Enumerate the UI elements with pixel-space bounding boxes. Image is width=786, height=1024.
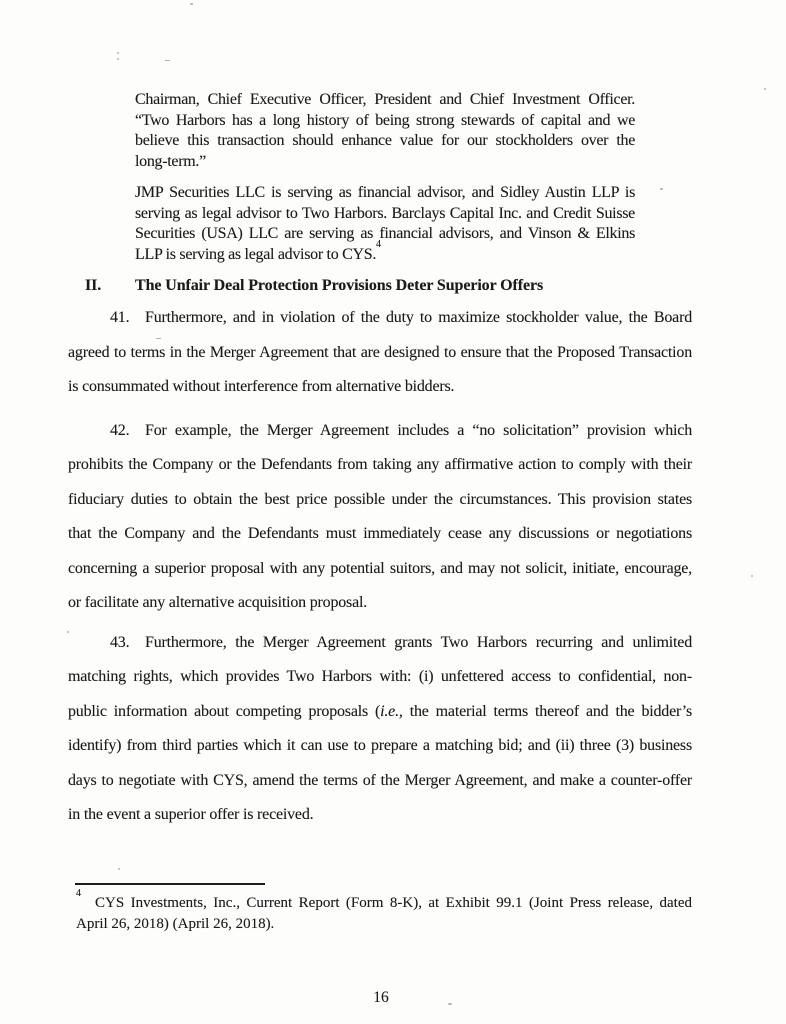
scan-speck — [118, 868, 120, 870]
paragraph-text: Furthermore, the Merger Agreement grants Two Harbors recurring and unlimited — [145, 633, 692, 651]
paragraph-41 — [68, 301, 692, 405]
scan-speck — [660, 188, 663, 190]
paragraph-number: 43. — [110, 633, 130, 651]
footnote-text: CYS Investments, Inc., Current Report (Form 8-K), at Exhibit 99.1 (Joint Press release, dated — [95, 895, 692, 911]
scan-speck — [764, 88, 766, 90]
scan-speck — [448, 1003, 452, 1005]
scan-speck — [751, 575, 753, 577]
text-line — [68, 301, 692, 336]
paragraph-text: Furthermore, and in violation of the duty to maximize stockholder value, the Board — [145, 309, 692, 326]
scan-speck — [190, 3, 193, 5]
text-line — [68, 626, 692, 661]
text-line: that the Company and the Defendants must immediately cease any discussions or negotiations — [68, 525, 692, 542]
paragraph-text: the material terms thereof and the bidder’s — [402, 702, 692, 720]
scan-speck — [165, 60, 170, 61]
text-line — [76, 888, 692, 914]
text-line: concerning a superior proposal with any potential suitors, and may not solicit, initiate, encourage, — [68, 559, 692, 577]
text-line: believe this transaction should enhance value for our stockholders over the — [135, 132, 635, 149]
section-heading — [85, 275, 692, 297]
footnote — [76, 888, 692, 935]
scan-speck — [156, 338, 161, 339]
paragraph-text: public information about competing proposals ( — [68, 702, 381, 720]
text-line: Securities (USA) LLC are serving as financial advisors, and Vinson & Elkins — [135, 225, 635, 242]
text-line: agreed to terms in the Merger Agreement that are designed to ensure that the Proposed Transaction — [68, 343, 692, 361]
text-line: JMP Securities LLC is serving as financial advisor, and Sidley Austin LLP is — [135, 184, 635, 201]
paragraph-number: 42. — [110, 421, 130, 439]
text-line: matching rights, which provides Two Harbors with: (i) unfettered access to confidential, non- — [68, 668, 692, 685]
paragraph-43 — [68, 626, 692, 833]
blockquote-press-release — [135, 90, 635, 172]
blockquote-advisors — [135, 183, 635, 265]
scan-speck — [117, 52, 119, 54]
footnote-reference: 4 — [376, 239, 381, 251]
scan-speck — [117, 58, 119, 60]
text-line: or facilitate any alternative acquisition proposal. — [68, 594, 368, 611]
paragraph-number: 41. — [110, 309, 130, 326]
text-line: serving as legal advisor to Two Harbors. Barclays Capital Inc. and Credit Suisse — [135, 204, 635, 222]
text-line: in the event a superior offer is received. — [68, 806, 314, 823]
page-number: 16 — [373, 989, 389, 1006]
text-line: days to negotiate with CYS, amend the terms of the Merger Agreement, and make a counter-offer — [68, 771, 692, 789]
paragraph-42 — [68, 414, 692, 621]
text-line: Chairman, Chief Executive Officer, President and Chief Investment Officer. — [135, 91, 635, 108]
heading-number: II. — [85, 277, 102, 294]
text-line: April 26, 2018) (April 26, 2018). — [76, 916, 275, 932]
text-line: prohibits the Company or the Defendants from taking any affirmative action to comply with their — [68, 456, 692, 473]
text-line: identify) from third parties which it can use to prepare a matching bid; and (ii) three (3) business — [68, 737, 692, 754]
quote-text: LLP is serving as legal advisor to CYS. — [135, 245, 377, 263]
text-line — [135, 239, 635, 266]
text-line: is consummated without interference from alternative bidders. — [68, 378, 455, 395]
text-line — [68, 695, 692, 730]
footnote-separator — [75, 883, 265, 885]
text-line — [68, 414, 692, 449]
text-line: long-term.” — [135, 152, 206, 170]
heading-title: The Unfair Deal Protection Provisions Deter Superior Offers — [135, 277, 544, 294]
scan-speck — [67, 631, 69, 633]
text-line: fiduciary duties to obtain the best price possible under the circumstances. This provision states — [68, 490, 692, 508]
footnote-marker: 4 — [76, 888, 81, 899]
paragraph-text: For example, the Merger Agreement includes a “no solicitation” provision which — [145, 421, 692, 439]
text-line: “Two Harbors has a long history of being strong stewards of capital and we — [135, 111, 635, 129]
latin-abbreviation: i.e., — [380, 702, 403, 720]
